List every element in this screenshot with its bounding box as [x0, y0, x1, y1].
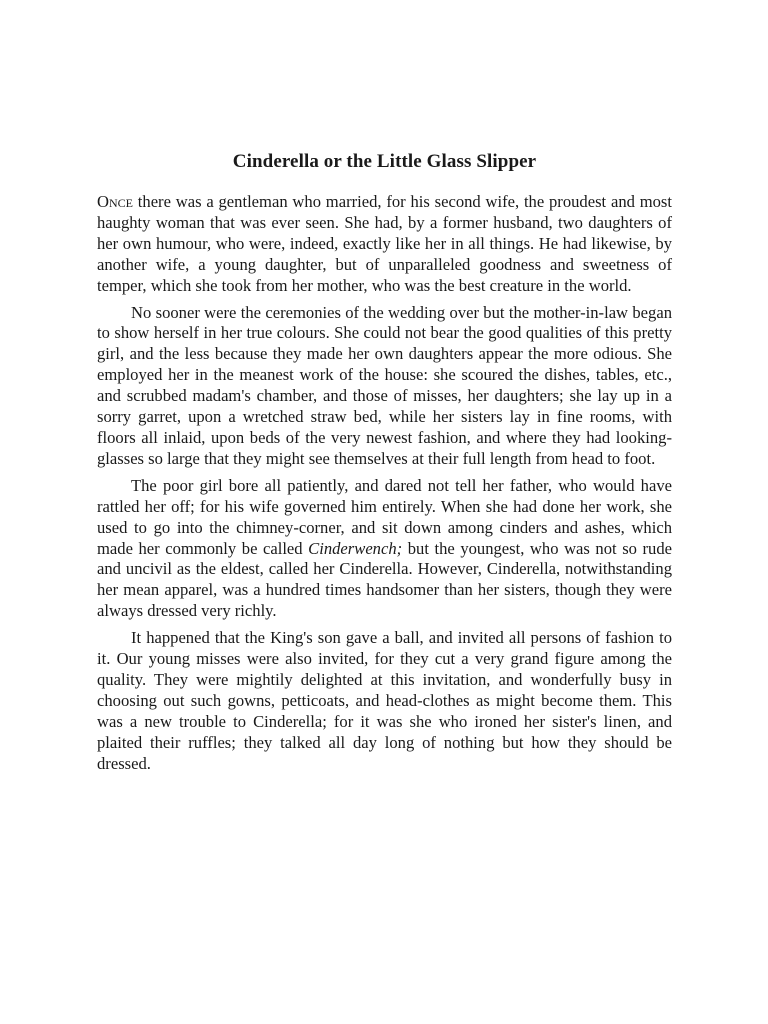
paragraph-3-text-after: but the youngest, who was not so rude and uncivil as the eldest, called her Cinderella. However, Cinderella, notwithstanding her mean apparel, was a hundred times handsomer than her sisters, though they were always dressed very richly. [97, 538, 672, 621]
paragraph-3-text-before: The poor girl bore all patiently, and dared not tell her father, who would have rattled her off; for his wife governed him entirely. When she had done her work, she used to go into the chimney-corner, and sit down among cinders and ashes, which made her commonly be called [97, 475, 672, 558]
paragraph-2-text: No sooner were the ceremonies of the wedding over but the mother-in-law began to show herself in her true colours. She could not bear the good qualities of this pretty girl, and the less because they made her own daughters appear the more odious. She employed her in the meanest work of the house: she scoured the dishes, tables, etc., and scrubbed madam's chamber, and those of misses, her daughters; she lay up in a sorry garret, upon a wretched straw bed, while her sisters lay in fine rooms, with floors all inlaid, upon beds of the very newest fashion, and where they had looking-glasses so large that they might see themselves at their full length from head to foot. [97, 302, 672, 468]
paragraph-4-text: It happened that the King's son gave a ball, and invited all persons of fashion to it. Our young misses were also invited, for they cut a very grand figure among the quality. They were mightily delighted at this invitation, and wonderfully busy in choosing out such gowns, petticoats, and head-clothes as might become them. This was a new trouble to Cinderella; for it was she who ironed her sister's linen, and plaited their ruffles; they talked all day long of nothing but how they should be dressed. [97, 628, 672, 773]
page-title: Cinderella or the Little Glass Slipper [232, 151, 537, 172]
paragraph-3-italic-word: Cinderwench; [308, 538, 403, 558]
paragraph-1-text: there was a gentleman who married, for his second wife, the proudest and most haughty woman that was ever seen. She had, by a former husband, two daughters of her own humour, who were, indeed, exactly like her in all things. He had likewise, by another wife, a young daughter, but of unparalleled goodness and sweetness of temper, which she took from her mother, who was the best creature in the world. [97, 192, 672, 295]
paragraph-1 [97, 192, 672, 297]
paragraph-3 [97, 476, 672, 622]
document-page [97, 150, 672, 780]
paragraph-4 [97, 628, 672, 774]
paragraph-2 [97, 303, 672, 470]
paragraph-1-lead-word: Once [97, 192, 133, 211]
